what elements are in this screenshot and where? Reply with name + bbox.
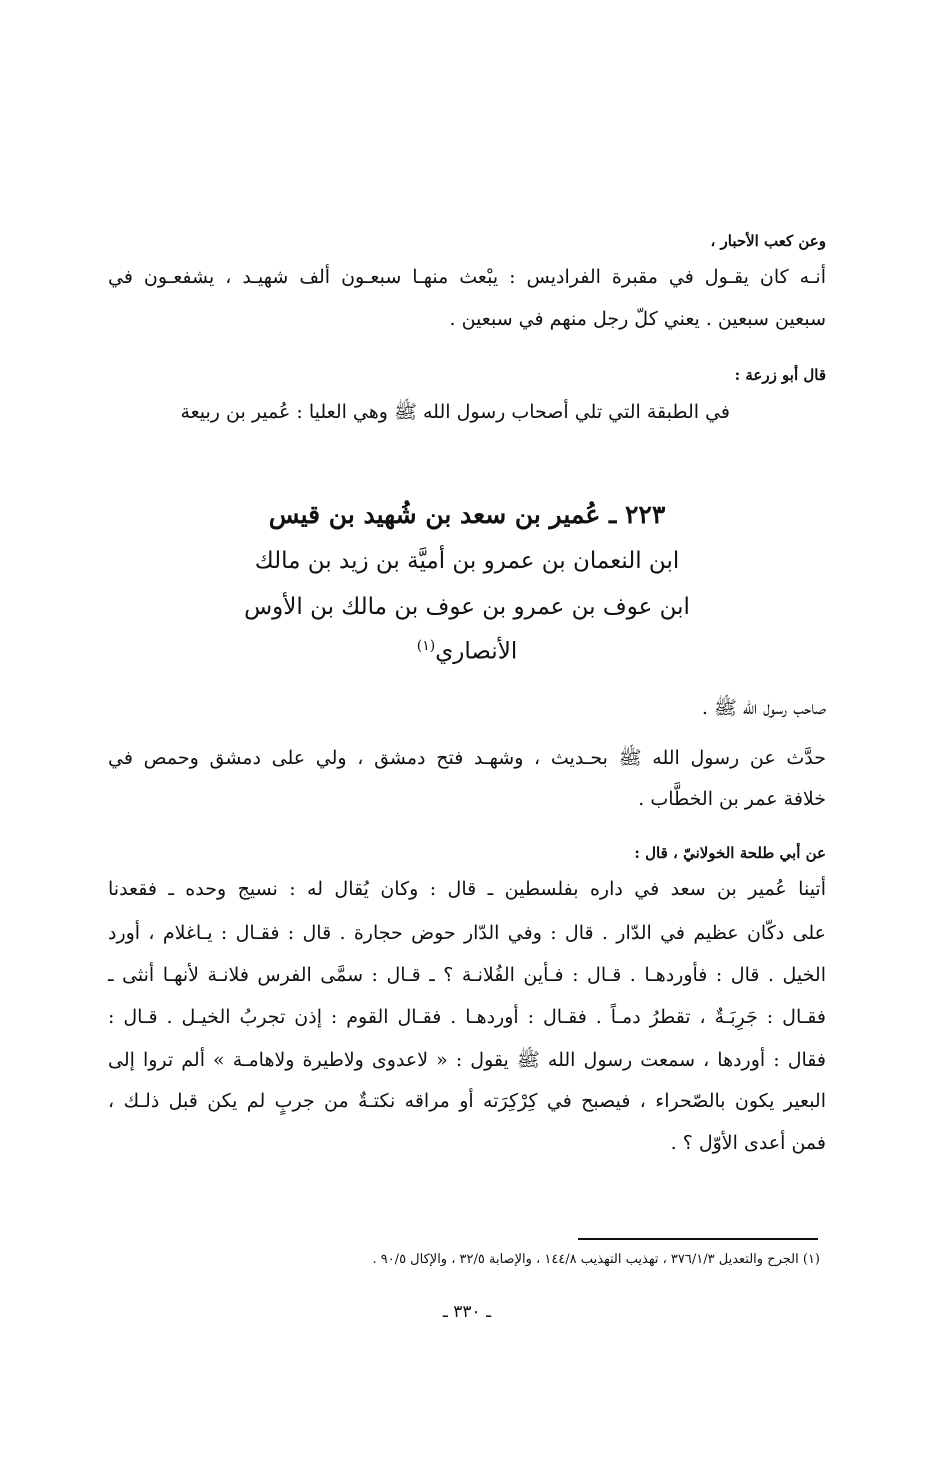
hadith-line-1: حدَّث عن رسول الله ﷺ بحـديث ، وشهـد فتح دمشق ، ولي على دمشق وحمص في [108,747,826,769]
abuzura-heading: قال أبو زرعة : [734,366,826,384]
story-line: فقال : أوردها ، سمعت رسول الله ﷺ يقول : « لاعدوى ولاطيرة ولاهامـة » ألم تروا إلى [108,1049,826,1071]
companion-line: صاحب رسول الله ﷺ . [701,697,826,719]
entry-lineage-2: ابن عوف بن عمرو بن عوف بن مالك بن الأوس [244,594,690,620]
talha-heading: عن أبي طلحة الخولانيّ ، قال : [634,844,826,862]
story-line: الخيل . قال : فأوردهـا . قـال : فـأين الفُلانـة ؟ ـ قـال : سمَّى الفرس فلانـة لأنهـا أنثى ـ [108,964,826,986]
entry-lineage-3 [108,638,826,665]
lineage-nisba: الأنصاري [435,638,518,665]
story-line: البعير يكون بالصّحراء ، فيصبح في كِرْكِرَته أو مراقه نكتـةٌ من جربٍ لم يكن قبل ذلـك ، [108,1090,826,1112]
kaab-text-line-2: سبعين سبعين . يعني كلّ رجل منهم في سبعين . [449,308,826,330]
page-number: ـ ٣٣٠ ـ [442,1302,492,1322]
abuzura-text: في الطبقة التي تلي أصحاب رسول الله ﷺ وهي العليا : عُمير بن ربيعة [180,401,730,423]
footnote-separator [578,1238,818,1240]
entry-title: ٢٢٣ ـ عُمير بن سعد بن شُهيد بن قيس [268,500,666,529]
footnote-text: (١) الجرح والتعديل ٣٧٦/١/٣ ، تهذيب التهذيب ١٤٤/٨ ، والإصابة ٣٢/٥ ، والإكال ٩٠/٥ . [372,1252,820,1267]
story-line: فقـال : جَرِبَـةٌ ، تقطرُ دمـاً . فقـال : أوردهـا . فقـال القوم : إذن تجربُ الخيـل . قـال : [108,1006,826,1028]
footnote-reference: (١) [416,638,436,654]
kaab-heading: وعن كعب الأحبار ، [710,232,826,250]
story-line: فمن أعدى الأوّل ؟ . [670,1132,826,1154]
hadith-line-2: خلافة عمر بن الخطَّاب . [638,788,826,810]
entry-lineage-1: ابن النعمان بن عمرو بن أميَّة بن زيد بن مالك [254,548,680,574]
story-line: على دكّان عظيم في الدّار . قال : وفي الدّار حوض حجارة . قال : فقـال : يـاغلام ، أورد [108,922,826,944]
kaab-text-line-1: أنـه كان يقـول في مقبرة الفراديس : يبْعث منهـا سبعـون ألف شهيـد ، يشفعـون في [108,266,826,288]
story-line: أتينا عُمير بن سعد في داره بفلسطين ـ قال : وكان يُقال له : نسيج وحده ـ فقعدنا [108,878,826,900]
